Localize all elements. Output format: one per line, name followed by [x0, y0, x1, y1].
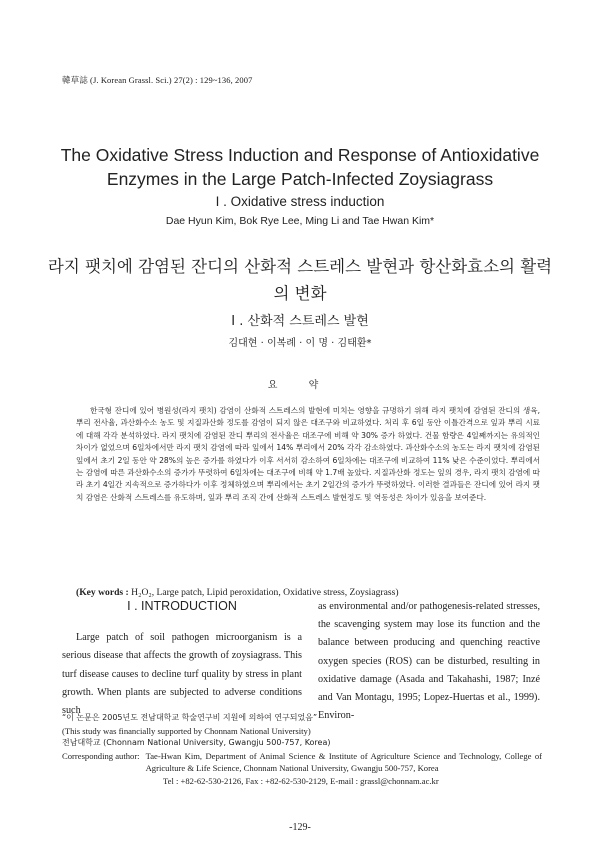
introduction-right-paragraph: as environmental and/or pathogenesis-related stresses, the scavenging system may lose its function and the balance between producing and quenching reactive oxygen species (ROS) can be disturbed, resulting in oxidative damage (Asada and Takahashi, 1987; Inzé and Van Montagu, 1995; Lopez-Huertas et al., 1999). Environ-: [318, 601, 540, 722]
abstract: [76, 405, 540, 504]
footnote-funding-korean: “이 논문은 2005년도 전남대학교 학술연구비 지원에 의하여 연구되었음”: [62, 713, 318, 722]
subtitle-english: I . Oxidative stress induction: [215, 194, 385, 209]
keywords-text: H₂O₂, Large patch, Lipid peroxidation, Oxidative stress, Zoysiagrass): [131, 587, 399, 598]
footnote-affiliation: 전남대학교 (Chonnam National University, Gwangju 500-757, Korea): [62, 738, 331, 748]
title-english: The Oxidative Stress Induction and Response of Antioxidative Enzymes in the Large Patch-Infected Zoysiagrass: [60, 145, 540, 189]
abstract-paragraph: 한국형 잔디에 있어 병원성(라지 팻치) 감염이 산화적 스트레스의 발현에 미치는 영향을 규명하기 위해 라지 팻치에 감염된 잔디의 생육, 뿌리 전사율, 과산화수소 농도 및 지질과산화 정도를 감염이 되지 않은 대조구와 비교하였다. 처리 후 6일 동안 이틀간격으로 잎과 뿌리 시료에 대해 각각 분석하였다. 라지 팻치에 감염된 잔디 뿌리의 전사율은 대조구에 비해 약 30% 증가 하였다. 건물 함량은 4일째까지는 유의적인 차이가 없었으며 6일차에서만 라지 팻치 감염에 따라 잎에서 14% 뿌리에서 20% 각각 감소하였다. 과산화수소의 농도는 라지 팻치에 감염된 잎에서 초기 2일 동안 약 28%의 높은 증가를 하였다가 이후 서서히 감소하여 6일차에는 대조구에 비교하여 11% 낮은 수준이었다. 뿌리에서는 감염에 따른 과산화수소의 증가가 뚜렷하여 6일차에는 대조구에 비해 약 1.7배 높았다. 지질과산화 정도는 잎의 경우, 라지 팻치 감염에 따라 초기 4일간 지속적으로 증가하다가 이후 정체하였으며 뿌리에서는 초기 2일간의 증가가 뚜렷하였다. 이러한 결과들은 잔디에 있어 라지 팻치 감염은 산화적 스트레스를 유도하며, 잎과 뿌리 조직 간에 산화적 스트레스 발현정도 및 역동성은 차이가 있음을 보여준다.: [76, 406, 540, 502]
title-korean: 라지 팻치에 감염된 잔디의 산화적 스트레스 발현과 항산화효소의 활력의 변화: [47, 257, 553, 303]
left-column: [62, 597, 302, 720]
keywords-label: (Key words :: [76, 587, 129, 598]
introduction-heading: I . INTRODUCTION: [127, 599, 237, 613]
right-column: [318, 598, 540, 725]
corresponding-author: [62, 750, 542, 775]
authors-korean: 김대현 · 이복례 · 이 명 · 김태환*: [228, 338, 372, 349]
introduction-left-paragraph: Large patch of soil pathogen microorganism is a serious disease that affects the growth of zoysiagrass. This turf disease causes to decline turf quality by stress in plant growth. When plants are subjected to adverse conditions such: [62, 632, 302, 717]
abstract-heading: 요 약: [267, 380, 333, 391]
footnote-funding-english: (This study was financially supported by Chonnam National University): [62, 725, 311, 736]
authors-english: Dae Hyun Kim, Bok Rye Lee, Ming Li and Tae Hwan Kim*: [165, 215, 435, 227]
page-number: -129-: [289, 822, 311, 833]
subtitle-korean: I . 산화적 스트레스 발현: [231, 314, 369, 329]
corresponding-author-label: Corresponding author:: [62, 750, 140, 761]
corresponding-author-address: Tae-Hwan Kim, Department of Animal Science & Institute of Agriculture Science and Technology, College of Agriculture & Life Science, Chonnam National University, Gwangju 500-757, Korea: [145, 750, 542, 774]
contact-info: Tel : +82-62-530-2126, Fax : +82-62-530-2129, E-mail : grassl@chonnam.ac.kr: [163, 775, 439, 786]
footnotes: [62, 712, 542, 788]
journal-header: 韓草誌 (J. Korean Grassl. Sci.) 27(2) : 129~136, 2007: [62, 75, 253, 85]
